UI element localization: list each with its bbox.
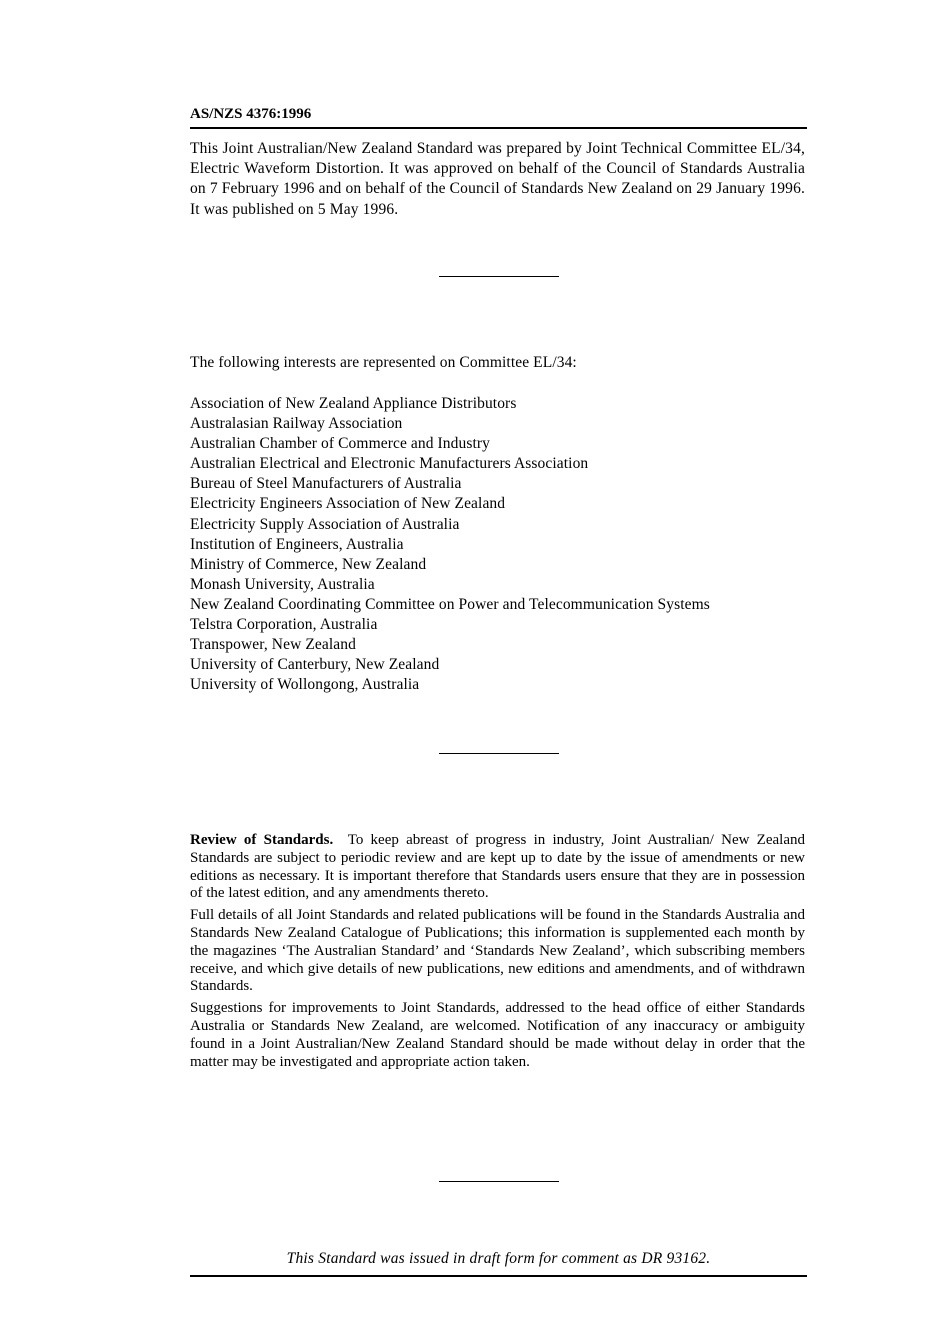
- list-item: New Zealand Coordinating Committee on Power and Telecommunication Systems: [190, 595, 710, 613]
- list-item: Monash University, Australia: [190, 575, 375, 593]
- list-item: Electricity Engineers Association of New Zealand: [190, 495, 506, 513]
- list-item: Telstra Corporation, Australia: [190, 616, 378, 634]
- list-item: University of Wollongong, Australia: [190, 676, 420, 694]
- interests-list: [190, 394, 710, 695]
- list-item: Electricity Supply Association of Australia: [190, 515, 460, 533]
- review-paragraph-2: Full details of all Joint Standards and related publications will be found in the Standards Australia and Standards New Zealand Catalogue of Publications; this information is supplemented each month by the magazines ‘The Australian Standard’ and ‘Standards New Zealand’, which subscribing members receive, and which give details of new publications, new editions and amendments, and of withdrawn Standards.: [190, 907, 805, 995]
- list-item: Institution of Engineers, Australia: [190, 535, 404, 553]
- review-paragraph-3: Suggestions for improvements to Joint Standards, addressed to the head office of either Standards Australia or Standards New Zealand, are welcomed. Notification of any inaccuracy or ambiguity found in a Joint Australian/New Zealand Standard should be made without delay in order that the matter may be investigated and appropriate action taken.: [190, 1000, 805, 1070]
- standard-code: AS/NZS 4376:1996: [190, 106, 312, 122]
- list-item: Ministry of Commerce, New Zealand: [190, 555, 427, 573]
- list-item: Transpower, New Zealand: [190, 636, 356, 654]
- list-item: Australian Chamber of Commerce and Industry: [190, 435, 491, 453]
- intro-paragraph: This Joint Australian/New Zealand Standard was prepared by Joint Technical Committee EL/34, Electric Waveform Distortion. It was approved on behalf of the Council of Standards Australia on 7 February 1996 and on behalf of the Council of Standards New Zealand on 29 January 1996. It was published on 5 May 1996.: [190, 140, 805, 218]
- separator-1: [439, 276, 559, 277]
- list-item: Association of New Zealand Appliance Distributors: [190, 395, 517, 412]
- review-section: [190, 832, 805, 1075]
- list-item: Australian Electrical and Electronic Manufacturers Association: [190, 455, 589, 473]
- review-paragraph-1: [190, 832, 805, 903]
- footer-note: This Standard was issued in draft form for comment as DR 93162.: [286, 1250, 711, 1267]
- header-rule: [190, 127, 807, 129]
- list-item: Australasian Railway Association: [190, 415, 403, 433]
- interests-intro: The following interests are represented on Committee EL/34:: [190, 354, 577, 371]
- footer-rule: [190, 1275, 807, 1277]
- review-text-1: To keep abreast of progress in industry, Joint Australian/ New Zealand Standards are subject to periodic review and are kept up to date by the issue of amendments or new editions as necessary. It is important therefore that Standards users ensure that they are in possession of the latest edition, and any amendments thereto.: [190, 832, 805, 902]
- list-item: Bureau of Steel Manufacturers of Australia: [190, 475, 462, 493]
- list-item: University of Canterbury, New Zealand: [190, 656, 440, 674]
- review-heading: Review of Standards.: [190, 832, 334, 848]
- separator-3: [439, 1181, 559, 1182]
- separator-2: [439, 753, 559, 754]
